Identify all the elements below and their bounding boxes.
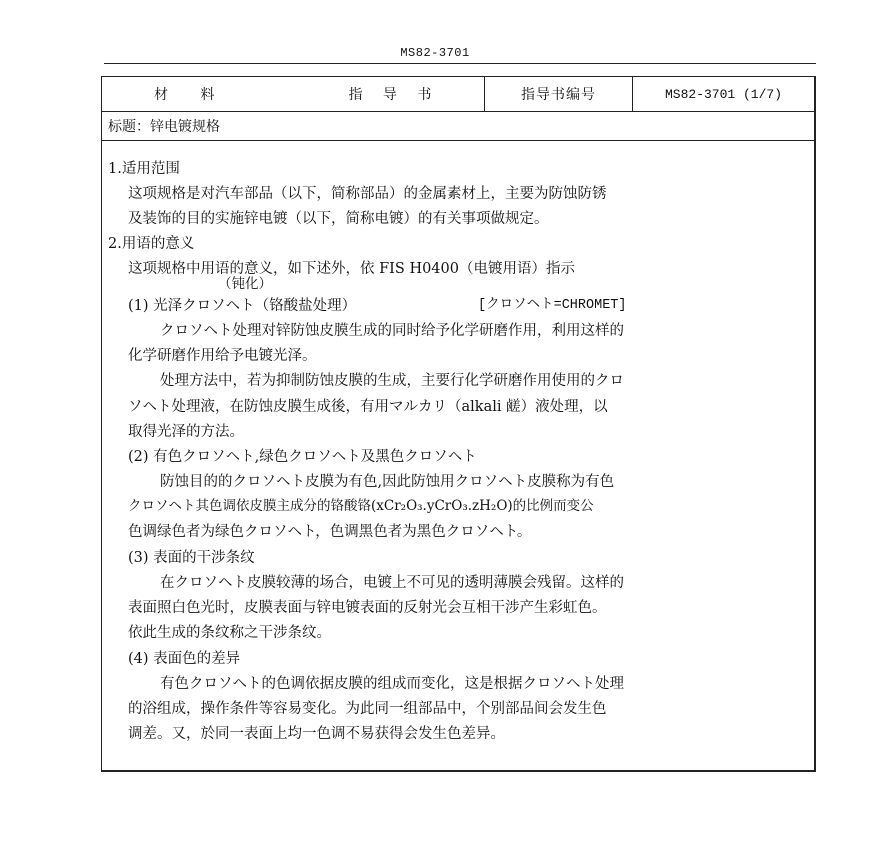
body-line: 及装饰的目的实施锌电镀（以下，简称电镀）的有关事项做规定。 xyxy=(128,211,549,227)
body-line: 防蚀目的的クロソヘト皮膜为有色,因此防蚀用クロソヘト皮膜称为有色 xyxy=(160,474,615,490)
body-line: 有色クロソヘト的色调依据皮膜的组成而变化，这是根据クロソヘト处理 xyxy=(160,676,624,692)
body-line: 依此生成的条纹称之干涉条纹。 xyxy=(128,625,331,641)
subject-row xyxy=(102,112,814,141)
document-code: MS82-3701 xyxy=(400,46,470,60)
body-line: クロソヘト其色调依皮膜主成分的铬酸铬(xCr₂O₃.yCrO₃.zH₂O)的比例而变公 xyxy=(128,498,594,514)
item-3-title: (3) 表面的干涉条纹 xyxy=(128,550,255,566)
guide-number-value: MS82-3701 (1/7) xyxy=(664,86,783,102)
section-1-heading: 1.适用范围 xyxy=(108,161,180,177)
body-line: 这项规格中用语的意义，如下述外，依 FIS H0400（电镀用语）指示 xyxy=(128,261,575,277)
body-line: 在クロソヘト皮膜较薄的场合，电镀上不可见的透明薄膜会残留。这样的 xyxy=(160,575,624,591)
body-line: 化学研磨作用给予电镀光泽。 xyxy=(128,348,317,364)
body-line: クロソヘト处理对锌防蚀皮膜生成的同时给予化学研磨作用，利用这样的 xyxy=(160,323,624,339)
subject-title: 标题：锌电镀规格 xyxy=(108,119,220,135)
body-line: 处理方法中，若为抑制防蚀皮膜的生成，主要行化学研磨作用使用的クロ xyxy=(160,373,624,389)
body-line: 的浴组成，操作条件等容易变化。为此同一组部品中，个别部品间会发生色 xyxy=(128,701,607,717)
header-rule xyxy=(104,63,816,64)
body-line: 色调绿色者为绿色クロソヘト，色调黑色者为黑色クロソヘト。 xyxy=(128,524,532,540)
annotation-note: （钝化） xyxy=(218,276,272,292)
material-guide-cell xyxy=(102,77,485,111)
section-2-heading: 2.用语的意义 xyxy=(108,236,195,252)
body-line: 调差。又，於同一表面上均一色调不易获得会发生色差异。 xyxy=(128,726,505,742)
header-table-row xyxy=(102,77,814,112)
item-4-title: (4) 表面色的差异 xyxy=(128,651,241,667)
body-line: 这项规格是对汽车部品（以下，简称部品）的金属素材上，主要为防蚀防锈 xyxy=(128,186,607,202)
item-1-title: (1) 光泽クロソヘト（铬酸盐处理） xyxy=(128,298,357,314)
body-line: 表面照白色光时，皮膜表面与锌电镀表面的反射光会互相干涉产生彩虹色。 xyxy=(128,600,607,616)
guide-number-label: 指导书编号 xyxy=(485,77,633,111)
body-line: 取得光泽的方法。 xyxy=(128,424,244,440)
item-2-title: (2) 有色クロソヘト,绿色クロソヘト及黑色クロソヘト xyxy=(128,449,477,465)
guide-label: 指 导 书 xyxy=(348,87,440,103)
body-line: ソヘト处理液，在防蚀皮膜生成後，有用マルカリ（alkali 鹾）液处理，以 xyxy=(128,399,608,415)
item-1-bracket-note: [クロソヘト=CHROMET] xyxy=(478,298,627,313)
material-label: 材 料 xyxy=(154,87,229,103)
